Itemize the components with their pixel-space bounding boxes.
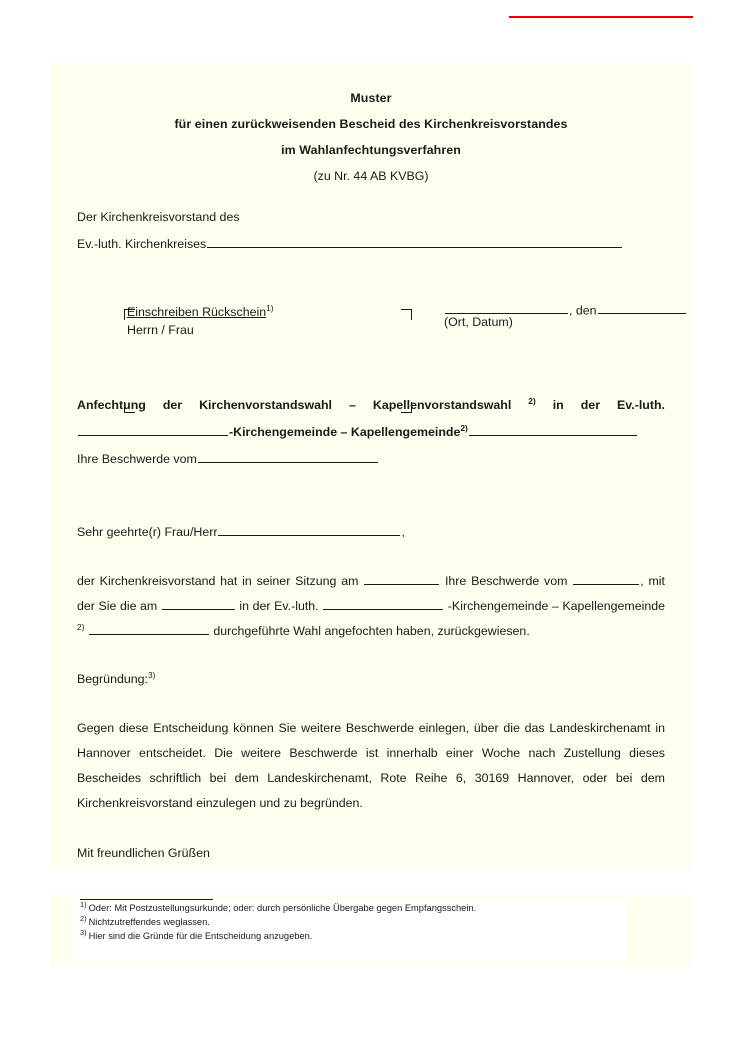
place-blank[interactable] <box>445 302 568 314</box>
sender-kirchenkreis-blank[interactable] <box>207 236 622 248</box>
footnote-marker-3: 3) <box>80 927 87 937</box>
footnote-item-1 <box>80 901 626 915</box>
subject-part-3: -Kirchengemeinde – Kapellengemeinde <box>229 425 461 439</box>
greeting-line <box>77 520 665 545</box>
complaint-date-blank[interactable] <box>573 573 639 585</box>
title-block <box>77 85 665 189</box>
sender-line-2 <box>77 232 665 257</box>
footnote-marker-1: 1) <box>80 899 87 909</box>
greeting-name-blank[interactable] <box>218 524 400 536</box>
complaint-reference-line <box>77 447 665 472</box>
document-reference: (zu Nr. 44 AB KVBG) <box>313 169 429 183</box>
footnote-panel <box>50 894 690 968</box>
footnote-inner-box <box>73 899 626 963</box>
decision-part-f: durchgeführte Wahl angefochten haben, zurückgewiesen. <box>213 624 530 638</box>
place-date-caption: (Ort, Datum) <box>444 315 513 330</box>
decision-part-c: , mit der Sie die am <box>77 574 665 613</box>
decision-paragraph <box>77 569 665 644</box>
delivery-note <box>127 302 274 319</box>
decision-footnote-marker: 2) <box>77 621 85 632</box>
election-date-blank[interactable] <box>162 598 235 610</box>
footnote-text-3: Hier sind die Gründe für die Entscheidung anzugeben. <box>88 931 313 941</box>
reasoning-heading <box>77 667 665 692</box>
subject-footnote-marker-2: 2) <box>460 422 468 433</box>
greeting-comma: , <box>401 525 405 539</box>
letter-body <box>77 392 665 866</box>
footnote-text-2: Nichtzutreffendes weglassen. <box>88 917 210 927</box>
document-title: Muster <box>350 91 392 105</box>
reasoning-footnote-marker: 3) <box>147 669 156 680</box>
subject-kirchengemeinde-blank-2[interactable] <box>469 424 637 436</box>
sender-line-1: Der Kirchenkreisvorstand des <box>77 210 240 224</box>
complaint-reference-blank[interactable] <box>198 451 378 463</box>
greeting-text: Sehr geehrte(r) Frau/Herr <box>77 525 218 539</box>
decision-part-a: der Kirchenkreisvorstand hat in seiner Sitzung am <box>77 574 359 588</box>
subject-footnote-marker-1: 2) <box>528 395 536 406</box>
decision-part-b: Ihre Beschwerde vom <box>444 574 568 588</box>
top-red-rule <box>509 16 693 18</box>
date-blank[interactable] <box>598 302 686 314</box>
gemeinde-blank-1[interactable] <box>323 598 443 610</box>
recipient-salutation: Herrn / Frau <box>127 323 194 337</box>
footnote-item-3 <box>80 929 626 943</box>
footnote-text-1: Oder: Mit Postzustellungsurkunde; oder: durch persönliche Übergabe gegen Empfangsschein. <box>88 903 477 913</box>
subject-part-2: in der Ev.-luth. <box>552 398 665 412</box>
gemeinde-blank-2[interactable] <box>89 623 209 635</box>
delivery-note-footnote-marker: 1) <box>266 302 274 313</box>
document-subtitle-2: im Wahlanfechtungsverfahren <box>281 143 461 157</box>
sender-label: Ev.-luth. Kirchenkreises <box>77 237 207 251</box>
footnote-item-2 <box>80 915 626 929</box>
place-date-block <box>444 302 724 329</box>
footnote-marker-2: 2) <box>80 913 87 923</box>
date-separator: , den <box>569 303 597 318</box>
document-page <box>50 62 690 870</box>
appeal-paragraph: Gegen diese Entscheidung können Sie weitere Beschwerde einlegen, über die das Landeskirchenamt in Hannover entscheidet. Die weitere Beschwerde ist innerhalb einer Woche nach Zustellung dieses Bescheides schriftlich bei dem Landeskirchenamt, Rote Reihe 6, 30169 Hannover, oder bei dem Kirchenkreisvorstand einzulegen und zu begründen. <box>77 721 665 810</box>
footnote-separator-rule <box>80 899 213 900</box>
delivery-note-text: Einschreiben Rückschein <box>127 305 267 319</box>
reasoning-label: Begründung: <box>77 672 148 686</box>
subject-line <box>77 392 665 446</box>
session-date-blank[interactable] <box>364 573 439 585</box>
closing-line: Mit freundlichen Grüßen <box>77 846 210 860</box>
subject-part-1: Anfechtung der Kirchenvorstandswahl – Kapellenvorstandswahl <box>77 398 512 412</box>
decision-part-e: -Kirchengemeinde – Kapellengemeinde <box>447 599 666 613</box>
document-subtitle-1: für einen zurückweisenden Bescheid des Kirchenkreisvorstandes <box>174 117 568 131</box>
corner-mark-top-right <box>401 309 412 320</box>
document-content <box>77 62 665 257</box>
subject-kirchengemeinde-blank-1[interactable] <box>78 424 228 436</box>
complaint-reference-label: Ihre Beschwerde vom <box>77 452 197 466</box>
decision-part-d: in der Ev.-luth. <box>239 599 319 613</box>
